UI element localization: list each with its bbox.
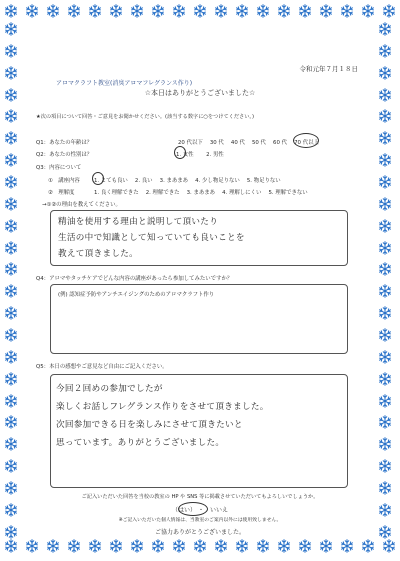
snowflake-icon	[378, 306, 392, 320]
snowflake-icon	[378, 109, 392, 123]
survey-instructions: ★次の項目について回答・ご意見をお聞かせください。(該当する数字に○をつけてください。)	[36, 114, 255, 120]
snowflake-icon	[4, 306, 18, 320]
q2-label: Q2：あなたの性別は？	[36, 152, 93, 158]
survey-content	[36, 40, 364, 536]
snowflake-icon	[378, 44, 392, 58]
snowflake-icon	[4, 525, 18, 539]
snowflake-icon	[378, 262, 392, 276]
snowflake-icon	[378, 219, 392, 233]
snowflake-icon	[172, 539, 186, 553]
snowflake-icon	[382, 4, 396, 18]
snowflake-icon	[4, 539, 18, 553]
snowflake-icon	[235, 4, 249, 18]
q3-answer-line-3: 教えて頂きました。	[58, 249, 139, 259]
snowflake-icon	[235, 539, 249, 553]
consent-yes-circle	[178, 502, 208, 516]
snowflake-icon	[4, 44, 18, 58]
snowflake-icon	[319, 539, 333, 553]
snowflake-icon	[4, 131, 18, 145]
snowflake-icon	[378, 153, 392, 167]
snowflake-icon	[130, 4, 144, 18]
snowflake-icon	[214, 539, 228, 553]
closing-message: ご協力ありがとうございました。	[154, 529, 245, 536]
snowflake-icon	[378, 503, 392, 517]
snowflake-border-top	[4, 4, 396, 22]
snowflake-icon	[214, 4, 228, 18]
snowflake-icon	[378, 88, 392, 102]
q3-label: Q3：内容について	[36, 165, 82, 171]
snowflake-icon	[4, 241, 18, 255]
snowflake-icon	[109, 4, 123, 18]
snowflake-icon	[378, 481, 392, 495]
snowflake-icon	[378, 525, 392, 539]
class-title: アロマクラフト教室(消臭アロマフレグランス作り)	[56, 80, 193, 87]
snowflake-icon	[4, 109, 18, 123]
snowflake-icon	[277, 4, 291, 18]
snowflake-icon	[378, 372, 392, 386]
q1-options: 20 代以下 30 代 40 代 50 代 60 代 70 代以上	[178, 140, 319, 146]
snowflake-icon	[378, 415, 392, 429]
snowflake-icon	[67, 539, 81, 553]
q3-content-options: 1. とても良い 2. 良い 3. まあまあ 4. 少し物足りない 5. 物足りない	[94, 178, 281, 184]
date: 令和元年７月１８日	[299, 65, 358, 73]
q4-label: Q4：アロマやタッチケアでどんな内容の講座があったら参加してみたいですか？	[36, 276, 233, 282]
snowflake-icon	[130, 539, 144, 553]
snowflake-border-bottom	[4, 539, 396, 557]
snowflake-icon	[4, 350, 18, 364]
snowflake-icon	[378, 241, 392, 255]
snowflake-icon	[4, 415, 18, 429]
snowflake-icon	[319, 4, 333, 18]
snowflake-icon	[4, 481, 18, 495]
snowflake-icon	[361, 4, 375, 18]
consent-no: ・ いいえ	[197, 507, 228, 514]
snowflake-icon	[4, 4, 18, 18]
q3-answer-line-1: 精油を使用する理由と説明して頂いたり	[58, 217, 219, 227]
snowflake-icon	[46, 539, 60, 553]
consent-question: ご記入いただいた回答を当校の教室の HP や SNS 等に掲載させていただいてもよろしいでしょうか。	[81, 494, 319, 500]
q5-answer-line-1: 今回２回めの参加でしたが	[56, 384, 163, 394]
q3-content-label: ① 講座内容	[48, 178, 80, 184]
snowflake-icon	[378, 22, 392, 36]
snowflake-icon	[378, 350, 392, 364]
q1-label: Q1：あなたの年齢は？	[36, 140, 93, 146]
snowflake-icon	[88, 539, 102, 553]
snowflake-icon	[378, 131, 392, 145]
snowflake-icon	[4, 459, 18, 473]
snowflake-icon	[193, 539, 207, 553]
snowflake-icon	[378, 328, 392, 342]
snowflake-icon	[4, 22, 18, 36]
snowflake-icon	[340, 4, 354, 18]
snowflake-icon	[4, 284, 18, 298]
snowflake-icon	[4, 437, 18, 451]
q3-understanding-options: 1. 良く理解できた 2. 理解できた 3. まあまあ 4. 理解しにくい 5. 理解できない	[94, 190, 308, 196]
q2-options: 1. 女性 2. 男性	[176, 152, 224, 158]
snowflake-icon	[4, 394, 18, 408]
snowflake-icon	[88, 4, 102, 18]
snowflake-icon	[4, 88, 18, 102]
snowflake-icon	[378, 197, 392, 211]
q3-answer-line-2: 生活の中で知識として知っていても良いことを	[58, 233, 245, 243]
snowflake-icon	[4, 372, 18, 386]
snowflake-icon	[256, 539, 270, 553]
snowflake-icon	[378, 459, 392, 473]
snowflake-icon	[193, 4, 207, 18]
snowflake-icon	[256, 4, 270, 18]
snowflake-icon	[109, 539, 123, 553]
snowflake-border-left	[4, 22, 22, 539]
snowflake-icon	[378, 175, 392, 189]
snowflake-icon	[277, 539, 291, 553]
snowflake-icon	[172, 4, 186, 18]
q5-answer-line-3: 次回参加できる日を楽しみにさせて頂きたいと	[56, 420, 243, 430]
snowflake-icon	[298, 539, 312, 553]
q2-answer-circle	[174, 146, 186, 159]
snowflake-icon	[340, 539, 354, 553]
snowflake-icon	[378, 66, 392, 80]
q5-answer-line-2: 楽しくお話しフレグランス作りをさせて頂きました。	[56, 402, 269, 412]
snowflake-icon	[4, 153, 18, 167]
snowflake-icon	[378, 284, 392, 298]
snowflake-icon	[4, 328, 18, 342]
q3-understanding-label: ② 理解度	[48, 190, 75, 196]
q5-answer-line-4: 思っています。ありがとうございました。	[56, 438, 225, 448]
snowflake-border-right	[378, 22, 396, 539]
snowflake-icon	[46, 4, 60, 18]
snowflake-icon	[4, 219, 18, 233]
consent-yes: （はい）	[172, 507, 197, 514]
q4-example: (例) 認知症予防やアンチエイジングのためのアロマクラフト作り	[58, 292, 215, 298]
snowflake-icon	[4, 197, 18, 211]
snowflake-icon	[25, 4, 39, 18]
snowflake-icon	[4, 175, 18, 189]
snowflake-icon	[361, 539, 375, 553]
q1-answer-circle	[293, 133, 319, 148]
snowflake-icon	[4, 66, 18, 80]
snowflake-icon	[378, 394, 392, 408]
snowflake-icon	[4, 262, 18, 276]
snowflake-icon	[378, 437, 392, 451]
q3-reason-label: →①②の理由を教えてください。	[42, 202, 121, 208]
thanks-heading: ☆本日はありがとうございました☆	[144, 89, 256, 97]
q3-content-answer-circle	[92, 172, 104, 185]
privacy-note: ※ご記入いただいた個人情報は、当教室のご案内以外には使用致しません。	[118, 518, 282, 523]
snowflake-icon	[382, 539, 396, 553]
snowflake-icon	[298, 4, 312, 18]
snowflake-icon	[25, 539, 39, 553]
q5-label: Q5：本日の感想やご意見など自由にご記入ください。	[36, 364, 168, 370]
snowflake-icon	[4, 503, 18, 517]
snowflake-icon	[67, 4, 81, 18]
snowflake-icon	[151, 4, 165, 18]
snowflake-icon	[151, 539, 165, 553]
